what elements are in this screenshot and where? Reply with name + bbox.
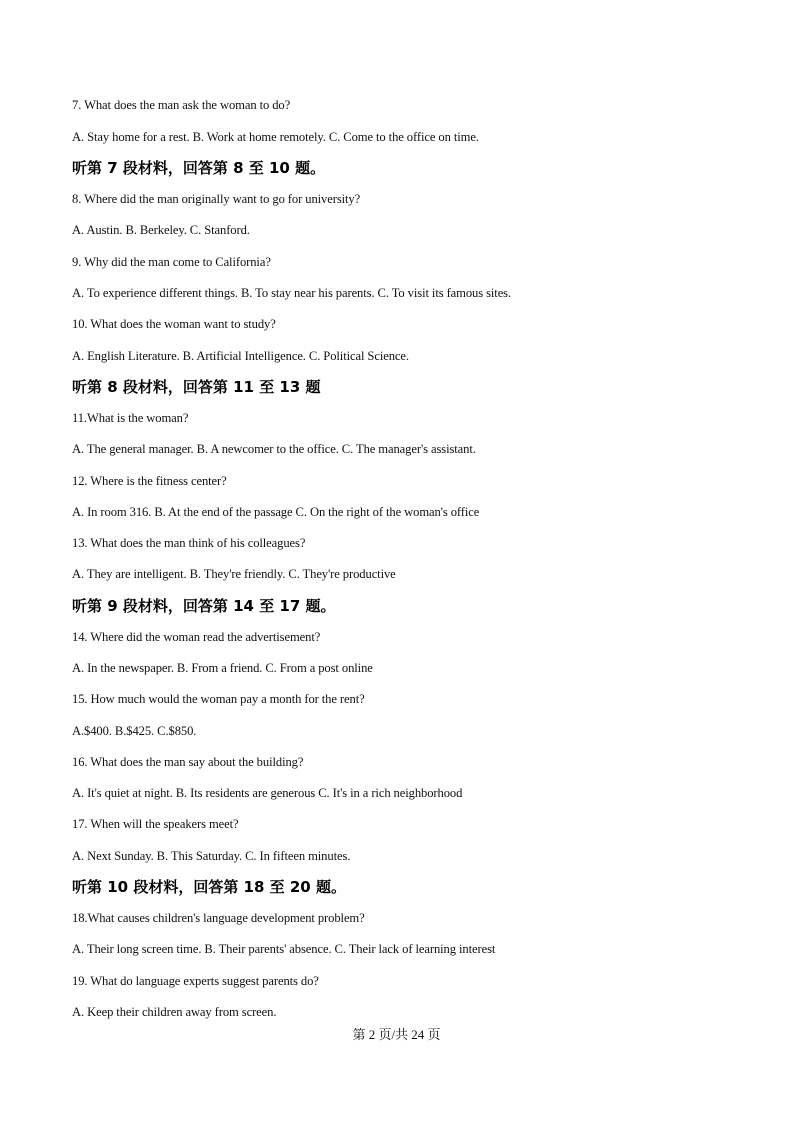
question-12: 12. Where is the fitness center?	[72, 474, 227, 488]
question-9: 9. Why did the man come to California?	[72, 255, 271, 269]
options-11: A. The general manager. B. A newcomer to the office. C. The manager's assistant.	[72, 442, 476, 456]
options-18: A. Their long screen time. B. Their parents' absence. C. Their lack of learning interest	[72, 942, 496, 956]
options-17: A. Next Sunday. B. This Saturday. C. In fifteen minutes.	[72, 849, 351, 863]
options-15: A.$400. B.$425. C.$850.	[72, 724, 197, 738]
question-8: 8. Where did the man originally want to go for university?	[72, 192, 361, 206]
question-7: 7. What does the man ask the woman to do?	[72, 98, 291, 112]
question-16: 16. What does the man say about the building?	[72, 755, 304, 769]
question-17: 17. When will the speakers meet?	[72, 817, 239, 831]
section-heading-10: 听第 10 段材料，回答第 18 至 20 题。	[72, 878, 346, 896]
question-14: 14. Where did the woman read the advertisement?	[72, 630, 321, 644]
options-14: A. In the newspaper. B. From a friend. C. From a post online	[72, 661, 373, 675]
question-10: 10. What does the woman want to study?	[72, 317, 276, 331]
options-19: A. Keep their children away from screen.	[72, 1005, 277, 1019]
page-number: 第 2 页/共 24 页	[352, 1027, 441, 1042]
options-13: A. They are intelligent. B. They're friendly. C. They're productive	[72, 567, 396, 581]
options-8: A. Austin. B. Berkeley. C. Stanford.	[72, 223, 250, 237]
question-15: 15. How much would the woman pay a month for the rent?	[72, 692, 365, 706]
options-9: A. To experience different things. B. To stay near his parents. C. To visit its famous sites.	[72, 286, 512, 300]
options-16: A. It's quiet at night. B. Its residents are generous C. It's in a rich neighborhood	[72, 786, 463, 800]
question-11: 11.What is the woman?	[72, 411, 189, 425]
question-19: 19. What do language experts suggest parents do?	[72, 974, 319, 988]
section-heading-8: 听第 8 段材料，回答第 11 至 13 题	[72, 378, 321, 396]
question-18: 18.What causes children's language development problem?	[72, 911, 365, 925]
options-12: A. In room 316. B. At the end of the passage C. On the right of the woman's office	[72, 505, 480, 519]
section-heading-7: 听第 7 段材料，回答第 8 至 10 题。	[72, 159, 326, 177]
section-heading-9: 听第 9 段材料，回答第 14 至 17 题。	[72, 597, 336, 615]
options-7: A. Stay home for a rest. B. Work at home remotely. C. Come to the office on time.	[72, 130, 479, 144]
options-10: A. English Literature. B. Artificial Intelligence. C. Political Science.	[72, 349, 409, 363]
question-13: 13. What does the man think of his colleagues?	[72, 536, 306, 550]
